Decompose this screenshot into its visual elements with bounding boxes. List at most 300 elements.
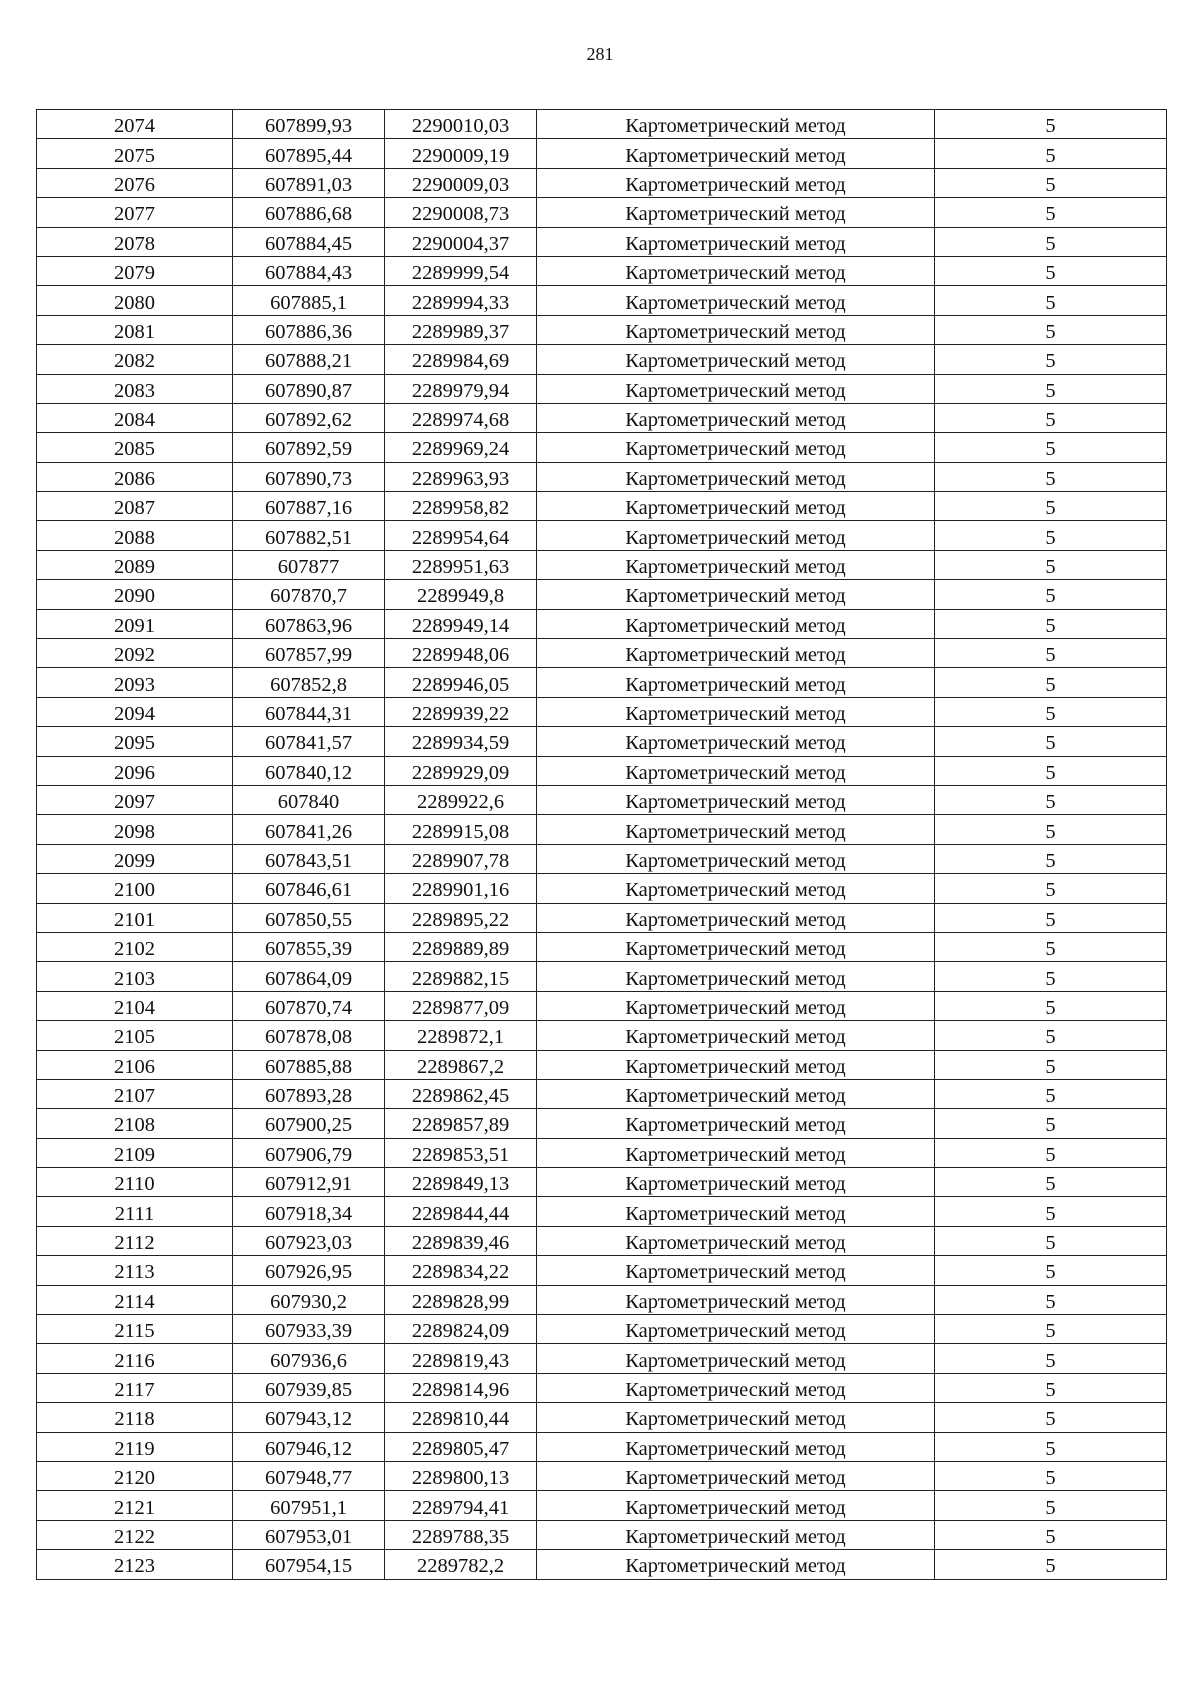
accuracy-cell — [935, 1285, 1167, 1314]
x-coordinate-cell-text: 607930,2 — [270, 1290, 347, 1313]
accuracy-cell-text: 5 — [1045, 497, 1056, 520]
point-number-cell — [37, 932, 233, 961]
point-number-cell-text: 2105 — [114, 1026, 155, 1049]
method-cell — [537, 1373, 935, 1402]
point-number-cell — [37, 668, 233, 697]
accuracy-cell-text: 5 — [1045, 1320, 1056, 1343]
accuracy-cell-text: 5 — [1045, 1378, 1056, 1401]
point-number-cell-text: 2083 — [114, 379, 155, 402]
method-cell-text: Картометрический метод — [625, 379, 846, 402]
x-coordinate-cell — [233, 874, 385, 903]
y-coordinate-cell — [385, 286, 537, 315]
accuracy-cell-text: 5 — [1045, 791, 1056, 814]
table-row — [37, 1079, 1167, 1108]
table-row — [37, 1021, 1167, 1050]
method-cell — [537, 903, 935, 932]
method-cell — [537, 932, 935, 961]
table-row — [37, 1491, 1167, 1520]
point-number-cell-text: 2118 — [114, 1408, 155, 1431]
x-coordinate-cell-text: 607890,73 — [264, 467, 353, 490]
accuracy-cell — [935, 110, 1167, 139]
y-coordinate-cell — [385, 785, 537, 814]
y-coordinate-cell-text: 2289877,09 — [411, 996, 510, 1019]
x-coordinate-cell — [233, 550, 385, 579]
accuracy-cell — [935, 1079, 1167, 1108]
y-coordinate-cell — [385, 1021, 537, 1050]
y-coordinate-cell-text: 2289994,33 — [411, 291, 510, 314]
point-number-cell-text: 2093 — [114, 673, 155, 696]
x-coordinate-cell — [233, 198, 385, 227]
x-coordinate-cell — [233, 315, 385, 344]
y-coordinate-cell — [385, 1461, 537, 1490]
method-cell — [537, 1285, 935, 1314]
point-number-cell — [37, 198, 233, 227]
x-coordinate-cell — [233, 462, 385, 491]
x-coordinate-cell-text: 607844,31 — [264, 703, 353, 725]
method-cell — [537, 374, 935, 403]
method-cell-text: Картометрический метод — [625, 673, 846, 696]
method-cell-text: Картометрический метод — [625, 1143, 846, 1166]
point-number-cell — [37, 903, 233, 932]
point-number-cell-text: 2087 — [114, 497, 155, 520]
x-coordinate-cell — [233, 668, 385, 697]
point-number-cell-text: 2108 — [114, 1114, 155, 1137]
x-coordinate-cell — [233, 1285, 385, 1314]
y-coordinate-cell — [385, 433, 537, 462]
point-number-cell — [37, 492, 233, 521]
point-number-cell-text: 2116 — [114, 1349, 155, 1372]
method-cell-text: Картометрический метод — [625, 1026, 846, 1049]
x-coordinate-cell — [233, 1373, 385, 1402]
y-coordinate-cell-text: 2289794,41 — [411, 1496, 510, 1519]
y-coordinate-cell — [385, 580, 537, 609]
x-coordinate-cell-text: 607893,28 — [264, 1085, 353, 1108]
y-coordinate-cell — [385, 874, 537, 903]
accuracy-cell — [935, 1373, 1167, 1402]
accuracy-cell-text: 5 — [1045, 1232, 1056, 1255]
x-coordinate-cell-text: 607892,62 — [264, 409, 353, 432]
point-number-cell — [37, 168, 233, 197]
accuracy-cell-text: 5 — [1045, 115, 1056, 138]
method-cell-text: Картометрический метод — [625, 1496, 846, 1519]
x-coordinate-cell — [233, 756, 385, 785]
method-cell — [537, 1079, 935, 1108]
x-coordinate-cell — [233, 256, 385, 285]
x-coordinate-cell — [233, 1168, 385, 1197]
point-number-cell — [37, 874, 233, 903]
method-cell-text: Картометрический метод — [625, 732, 846, 755]
x-coordinate-cell-text: 607843,51 — [264, 849, 353, 872]
table-row — [37, 991, 1167, 1020]
method-cell-text: Картометрический метод — [625, 1202, 846, 1225]
point-number-cell — [37, 1197, 233, 1226]
accuracy-cell-text: 5 — [1045, 1496, 1056, 1519]
accuracy-cell-text: 5 — [1045, 703, 1056, 725]
accuracy-cell — [935, 874, 1167, 903]
method-cell — [537, 1344, 935, 1373]
accuracy-cell — [935, 403, 1167, 432]
y-coordinate-cell-text: 2289979,94 — [411, 379, 510, 402]
method-cell-text: Картометрический метод — [625, 1114, 846, 1137]
point-number-cell-text: 2097 — [114, 791, 155, 814]
y-coordinate-cell — [385, 668, 537, 697]
point-number-cell-text: 2103 — [114, 967, 155, 990]
y-coordinate-cell-text: 2289907,78 — [411, 849, 510, 872]
accuracy-cell-text: 5 — [1045, 585, 1056, 608]
table-row — [37, 1138, 1167, 1167]
y-coordinate-cell — [385, 639, 537, 668]
method-cell-text: Картометрический метод — [625, 703, 846, 725]
x-coordinate-cell-text: 607954,15 — [264, 1555, 353, 1578]
table-row — [37, 1520, 1167, 1549]
table-row — [37, 286, 1167, 315]
method-cell-text: Картометрический метод — [625, 438, 846, 461]
table-row — [37, 1226, 1167, 1255]
accuracy-cell — [935, 668, 1167, 697]
x-coordinate-cell — [233, 991, 385, 1020]
x-coordinate-cell-text: 607864,09 — [264, 967, 353, 990]
accuracy-cell — [935, 550, 1167, 579]
method-cell — [537, 1197, 935, 1226]
x-coordinate-cell-text: 607841,26 — [264, 820, 353, 843]
table-row — [37, 903, 1167, 932]
y-coordinate-cell — [385, 1197, 537, 1226]
method-cell — [537, 198, 935, 227]
y-coordinate-cell-text: 2289839,46 — [411, 1232, 510, 1255]
table-row — [37, 815, 1167, 844]
y-coordinate-cell — [385, 521, 537, 550]
table-row — [37, 462, 1167, 491]
x-coordinate-cell-text: 607855,39 — [264, 938, 353, 961]
point-number-cell — [37, 1344, 233, 1373]
x-coordinate-cell-text: 607884,45 — [264, 232, 353, 255]
method-cell — [537, 403, 935, 432]
accuracy-cell-text: 5 — [1045, 173, 1056, 196]
x-coordinate-cell-text: 607948,77 — [264, 1467, 353, 1490]
accuracy-cell-text: 5 — [1045, 438, 1056, 461]
x-coordinate-cell-text: 607939,85 — [264, 1378, 353, 1401]
point-number-cell-text: 2110 — [114, 1173, 155, 1196]
method-cell-text: Картометрический метод — [625, 1085, 846, 1108]
accuracy-cell — [935, 433, 1167, 462]
method-cell — [537, 550, 935, 579]
method-cell — [537, 168, 935, 197]
y-coordinate-cell-text: 2289922,6 — [416, 791, 505, 814]
accuracy-cell-text: 5 — [1045, 262, 1056, 285]
method-cell — [537, 521, 935, 550]
y-coordinate-cell — [385, 815, 537, 844]
point-number-cell — [37, 962, 233, 991]
point-number-cell-text: 2086 — [114, 467, 155, 490]
y-coordinate-cell-text: 2289939,22 — [411, 703, 510, 725]
accuracy-cell-text: 5 — [1045, 1026, 1056, 1049]
table-row — [37, 785, 1167, 814]
page-number: 281 — [586, 44, 614, 64]
point-number-cell-text: 2096 — [114, 761, 155, 784]
y-coordinate-cell — [385, 962, 537, 991]
method-cell-text: Картометрический метод — [625, 1349, 846, 1372]
table-row — [37, 697, 1167, 726]
table-row — [37, 609, 1167, 638]
x-coordinate-cell — [233, 1138, 385, 1167]
point-number-cell-text: 2088 — [114, 526, 155, 549]
y-coordinate-cell-text: 2289800,13 — [411, 1467, 510, 1490]
method-cell — [537, 874, 935, 903]
point-number-cell — [37, 345, 233, 374]
point-number-cell-text: 2091 — [114, 614, 155, 637]
point-number-cell — [37, 1021, 233, 1050]
point-number-cell-text: 2102 — [114, 938, 155, 961]
x-coordinate-cell — [233, 286, 385, 315]
y-coordinate-cell-text: 2290010,03 — [411, 115, 510, 138]
x-coordinate-cell-text: 607895,44 — [264, 144, 353, 167]
table-row — [37, 1432, 1167, 1461]
point-number-cell-text: 2077 — [114, 203, 155, 226]
method-cell — [537, 727, 935, 756]
method-cell — [537, 639, 935, 668]
accuracy-cell — [935, 1168, 1167, 1197]
table-row — [37, 1344, 1167, 1373]
point-number-cell — [37, 697, 233, 726]
y-coordinate-cell-text: 2289862,45 — [411, 1085, 510, 1108]
x-coordinate-cell — [233, 844, 385, 873]
x-coordinate-cell — [233, 580, 385, 609]
method-cell-text: Картометрический метод — [625, 497, 846, 520]
table-row — [37, 403, 1167, 432]
accuracy-cell-text: 5 — [1045, 732, 1056, 755]
accuracy-cell-text: 5 — [1045, 1349, 1056, 1372]
method-cell-text: Картометрический метод — [625, 1055, 846, 1078]
x-coordinate-cell-text: 607852,8 — [270, 673, 347, 696]
x-coordinate-cell — [233, 815, 385, 844]
x-coordinate-cell — [233, 1520, 385, 1549]
accuracy-cell-text: 5 — [1045, 967, 1056, 990]
x-coordinate-cell — [233, 433, 385, 462]
method-cell-text: Картометрический метод — [625, 996, 846, 1019]
accuracy-cell-text: 5 — [1045, 849, 1056, 872]
y-coordinate-cell — [385, 139, 537, 168]
point-number-cell-text: 2106 — [114, 1055, 155, 1078]
accuracy-cell — [935, 1021, 1167, 1050]
accuracy-cell-text: 5 — [1045, 203, 1056, 226]
accuracy-cell — [935, 1315, 1167, 1344]
point-number-cell — [37, 815, 233, 844]
point-number-cell-text: 2079 — [114, 262, 155, 285]
x-coordinate-cell-text: 607878,08 — [264, 1026, 353, 1049]
method-cell-text: Картометрический метод — [625, 1467, 846, 1490]
x-coordinate-cell-text: 607863,96 — [264, 614, 353, 637]
y-coordinate-cell-text: 2289867,2 — [416, 1055, 505, 1078]
method-cell — [537, 433, 935, 462]
y-coordinate-cell — [385, 1168, 537, 1197]
point-number-cell — [37, 844, 233, 873]
point-number-cell — [37, 1138, 233, 1167]
method-cell-text: Картометрический метод — [625, 1232, 846, 1255]
accuracy-cell-text: 5 — [1045, 1085, 1056, 1108]
table-row — [37, 1315, 1167, 1344]
accuracy-cell-text: 5 — [1045, 996, 1056, 1019]
accuracy-cell-text: 5 — [1045, 820, 1056, 843]
table-row — [37, 844, 1167, 873]
x-coordinate-cell-text: 607877 — [277, 556, 340, 579]
accuracy-cell-text: 5 — [1045, 908, 1056, 931]
point-number-cell — [37, 580, 233, 609]
point-number-cell — [37, 756, 233, 785]
accuracy-cell — [935, 962, 1167, 991]
y-coordinate-cell-text: 2289819,43 — [411, 1349, 510, 1372]
point-number-cell — [37, 521, 233, 550]
x-coordinate-cell — [233, 1403, 385, 1432]
table-row — [37, 198, 1167, 227]
accuracy-cell — [935, 227, 1167, 256]
x-coordinate-cell — [233, 785, 385, 814]
table-row — [37, 668, 1167, 697]
point-number-cell — [37, 1403, 233, 1432]
method-cell-text: Картометрический метод — [625, 849, 846, 872]
method-cell-text: Картометрический метод — [625, 115, 846, 138]
x-coordinate-cell — [233, 1197, 385, 1226]
point-number-cell-text: 2101 — [114, 908, 155, 931]
point-number-cell-text: 2094 — [114, 703, 155, 725]
point-number-cell — [37, 1109, 233, 1138]
point-number-cell-text: 2081 — [114, 320, 155, 343]
accuracy-cell-text: 5 — [1045, 1525, 1056, 1548]
x-coordinate-cell — [233, 1550, 385, 1579]
x-coordinate-cell — [233, 1050, 385, 1079]
x-coordinate-cell-text: 607887,16 — [264, 497, 353, 520]
y-coordinate-cell-text: 2289901,16 — [411, 879, 510, 902]
method-cell — [537, 1461, 935, 1490]
x-coordinate-cell — [233, 1256, 385, 1285]
method-cell-text: Картометрический метод — [625, 232, 846, 255]
method-cell — [537, 1050, 935, 1079]
method-cell — [537, 962, 935, 991]
method-cell-text: Картометрический метод — [625, 320, 846, 343]
method-cell-text: Картометрический метод — [625, 1320, 846, 1343]
point-number-cell-text: 2119 — [114, 1437, 155, 1460]
x-coordinate-cell-text: 607953,01 — [264, 1525, 353, 1548]
y-coordinate-cell-text: 2289949,8 — [416, 585, 505, 608]
method-cell-text: Картометрический метод — [625, 1408, 846, 1431]
accuracy-cell-text: 5 — [1045, 1290, 1056, 1313]
accuracy-cell-text: 5 — [1045, 1114, 1056, 1137]
point-number-cell-text: 2111 — [114, 1202, 155, 1225]
method-cell-text: Картометрический метод — [625, 1437, 846, 1460]
y-coordinate-cell — [385, 1520, 537, 1549]
method-cell-text: Картометрический метод — [625, 556, 846, 579]
point-number-cell — [37, 110, 233, 139]
point-number-cell-text: 2078 — [114, 232, 155, 255]
x-coordinate-cell-text: 607918,34 — [264, 1202, 353, 1225]
method-cell-text: Картометрический метод — [625, 1525, 846, 1548]
y-coordinate-cell-text: 2289788,35 — [411, 1525, 510, 1548]
point-number-cell-text: 2122 — [114, 1525, 155, 1548]
point-number-cell — [37, 727, 233, 756]
method-cell-text: Картометрический метод — [625, 791, 846, 814]
x-coordinate-cell-text: 607886,68 — [264, 203, 353, 226]
method-cell — [537, 1138, 935, 1167]
x-coordinate-cell-text: 607888,21 — [264, 350, 353, 373]
point-number-cell — [37, 1432, 233, 1461]
accuracy-cell — [935, 932, 1167, 961]
x-coordinate-cell — [233, 697, 385, 726]
point-number-cell — [37, 403, 233, 432]
method-cell — [537, 1432, 935, 1461]
accuracy-cell — [935, 139, 1167, 168]
accuracy-cell-text: 5 — [1045, 1055, 1056, 1078]
accuracy-cell-text: 5 — [1045, 350, 1056, 373]
table-row — [37, 1109, 1167, 1138]
method-cell-text: Картометрический метод — [625, 409, 846, 432]
y-coordinate-cell — [385, 1079, 537, 1108]
accuracy-cell-text: 5 — [1045, 232, 1056, 255]
x-coordinate-cell-text: 607923,03 — [264, 1232, 353, 1255]
accuracy-cell-text: 5 — [1045, 1143, 1056, 1166]
x-coordinate-cell-text: 607891,03 — [264, 173, 353, 196]
y-coordinate-cell-text: 2289929,09 — [411, 761, 510, 784]
y-coordinate-cell — [385, 168, 537, 197]
accuracy-cell-text: 5 — [1045, 556, 1056, 579]
y-coordinate-cell-text: 2289828,99 — [411, 1290, 510, 1313]
y-coordinate-cell — [385, 403, 537, 432]
method-cell-text: Картометрический метод — [625, 1290, 846, 1313]
accuracy-cell — [935, 844, 1167, 873]
method-cell-text: Картометрический метод — [625, 1378, 846, 1401]
method-cell-text: Картометрический метод — [625, 467, 846, 490]
y-coordinate-cell-text: 2289853,51 — [411, 1143, 510, 1166]
y-coordinate-cell — [385, 256, 537, 285]
point-number-cell — [37, 139, 233, 168]
method-cell-text: Картометрический метод — [625, 908, 846, 931]
point-number-cell — [37, 374, 233, 403]
y-coordinate-cell — [385, 1050, 537, 1079]
y-coordinate-cell-text: 2290009,19 — [411, 144, 510, 167]
x-coordinate-cell-text: 607886,36 — [264, 320, 353, 343]
accuracy-cell-text: 5 — [1045, 1555, 1056, 1578]
accuracy-cell — [935, 1256, 1167, 1285]
accuracy-cell-text: 5 — [1045, 144, 1056, 167]
y-coordinate-cell-text: 2289954,64 — [411, 526, 510, 549]
accuracy-cell — [935, 639, 1167, 668]
x-coordinate-cell — [233, 403, 385, 432]
accuracy-cell-text: 5 — [1045, 1202, 1056, 1225]
table-row — [37, 639, 1167, 668]
method-cell-text: Картометрический метод — [625, 350, 846, 373]
point-number-cell — [37, 1491, 233, 1520]
accuracy-cell — [935, 1109, 1167, 1138]
point-number-cell-text: 2085 — [114, 438, 155, 461]
method-cell — [537, 345, 935, 374]
y-coordinate-cell — [385, 609, 537, 638]
y-coordinate-cell-text: 2289882,15 — [411, 967, 510, 990]
x-coordinate-cell — [233, 374, 385, 403]
point-number-cell-text: 2074 — [114, 115, 155, 138]
accuracy-cell — [935, 462, 1167, 491]
y-coordinate-cell-text: 2289889,89 — [411, 938, 510, 961]
point-number-cell — [37, 315, 233, 344]
point-number-cell-text: 2121 — [114, 1496, 155, 1519]
y-coordinate-cell — [385, 697, 537, 726]
table-row — [37, 874, 1167, 903]
accuracy-cell-text: 5 — [1045, 1173, 1056, 1196]
point-number-cell-text: 2123 — [114, 1555, 155, 1578]
method-cell — [537, 580, 935, 609]
accuracy-cell — [935, 756, 1167, 785]
y-coordinate-cell — [385, 844, 537, 873]
accuracy-cell — [935, 315, 1167, 344]
point-number-cell-text: 2075 — [114, 144, 155, 167]
point-number-cell — [37, 1226, 233, 1255]
